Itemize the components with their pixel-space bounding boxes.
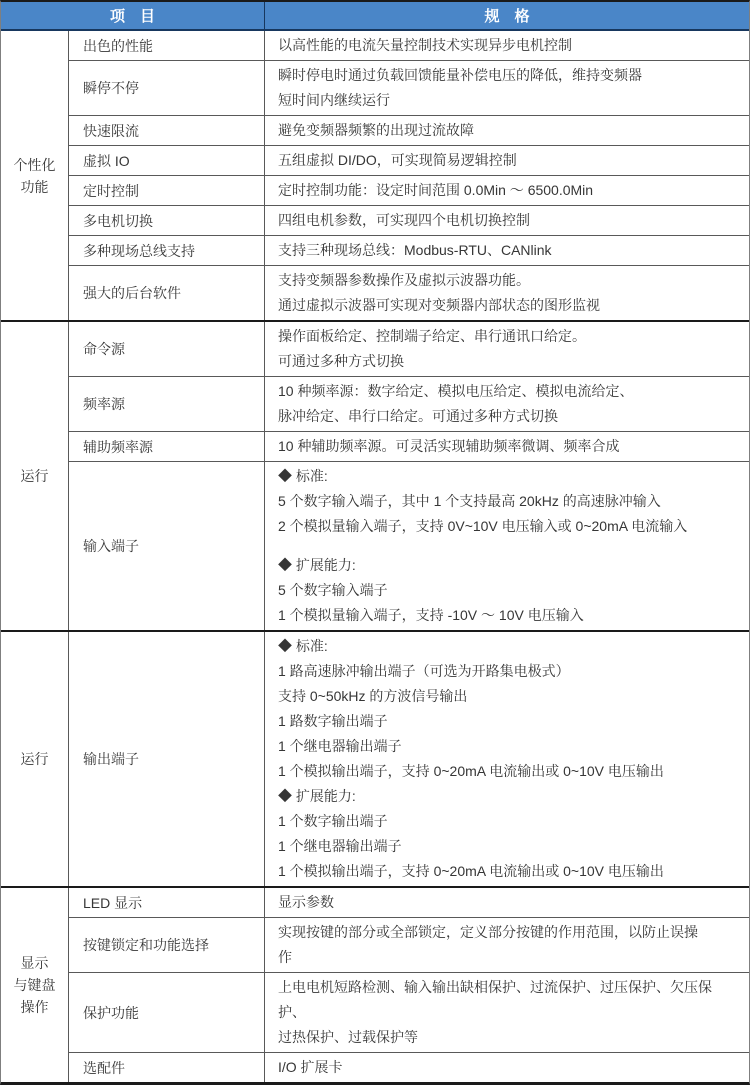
item-cell: 保护功能 xyxy=(69,973,265,1052)
spec-line: 通过虚拟示波器可实现对变频器内部状态的图形监视 xyxy=(278,297,600,313)
spec-line: 1 个模拟量输入端子，支持 -10V ～ 10V 电压输入 xyxy=(278,607,584,623)
spec-line: 5 个数字输入端子 xyxy=(278,582,388,598)
spec-cell xyxy=(265,236,749,265)
table-header-row xyxy=(1,2,749,31)
item-cell: 虚拟 IO xyxy=(69,146,265,175)
spec-cell xyxy=(265,266,749,320)
table-row xyxy=(69,322,749,376)
group-rows xyxy=(69,632,749,886)
spec-line: 五组虚拟 DI/DO，可实现简易逻辑控制 xyxy=(278,152,517,168)
table-row xyxy=(69,115,749,145)
spec-line: 过热保护、过载保护等 xyxy=(278,1029,418,1045)
spec-line: 实现按键的部分或全部锁定，定义部分按键的作用范围，以防止误操 xyxy=(278,924,698,940)
group-label-line: 个性化 xyxy=(13,156,56,173)
spec-line: 可通过多种方式切换 xyxy=(278,353,404,369)
spec-line: 1 个继电器输出端子 xyxy=(278,838,402,854)
spec-cell xyxy=(265,206,749,235)
spec-line: 10 种频率源：数字给定、模拟电压给定、模拟电流给定、 xyxy=(278,383,634,399)
spec-line: 作 xyxy=(278,949,292,965)
item-cell: 定时控制 xyxy=(69,176,265,205)
group-label-line: 运行 xyxy=(20,751,49,767)
table-row xyxy=(69,145,749,175)
spec-cell xyxy=(265,377,749,431)
header-spec-column: 规 格 xyxy=(484,8,530,25)
item-cell: 瞬停不停 xyxy=(69,61,265,115)
spec-line xyxy=(278,539,739,553)
spec-line: 显示参数 xyxy=(278,894,334,910)
spec-cell xyxy=(265,146,749,175)
table-row xyxy=(69,205,749,235)
spec-line: 2 个模拟量输入端子，支持 0V~10V 电压输入或 0~20mA 电流输入 xyxy=(278,518,688,534)
spec-line: ◆ 扩展能力: xyxy=(278,557,356,573)
spec-line: 1 个模拟输出端子，支持 0~20mA 电流输出或 0~10V 电压输出 xyxy=(278,863,664,879)
spec-line: 短时间内继续运行 xyxy=(278,92,390,108)
group-label xyxy=(1,888,69,1082)
spec-line: 上电电机短路检测、输入输出缺相保护、过流保护、过压保护、欠压保护、 xyxy=(278,979,712,1020)
group-label xyxy=(1,632,69,886)
group-label-line: 运行 xyxy=(20,468,49,484)
group-rows xyxy=(69,31,749,320)
spec-line: 以高性能的电流矢量控制技术实现异步电机控制 xyxy=(278,37,572,53)
spec-line: 10 种辅助频率源。可灵活实现辅助频率微调、频率合成 xyxy=(278,438,620,454)
table-row xyxy=(69,888,749,917)
spec-line: 1 个模拟输出端子，支持 0~20mA 电流输出或 0~10V 电压输出 xyxy=(278,763,664,779)
spec-line: 5 个数字输入端子，其中 1 个支持最高 20kHz 的高速脉冲输入 xyxy=(278,493,661,509)
spec-cell xyxy=(265,973,749,1052)
spec-line: 支持 0~50kHz 的方波信号输出 xyxy=(278,688,468,704)
group-label-line: 与键盘 xyxy=(13,977,56,993)
spec-line: 1 路数字输出端子 xyxy=(278,713,388,729)
group-label-line: 操作 xyxy=(20,999,49,1015)
spec-cell xyxy=(265,61,749,115)
spec-line: ◆ 标准: xyxy=(278,638,328,654)
item-cell: LED 显示 xyxy=(69,888,265,917)
spec-group xyxy=(1,320,749,630)
spec-line: 定时控制功能：设定时间范围 0.0Min ～ 6500.0Min xyxy=(278,182,594,198)
spec-cell xyxy=(265,432,749,461)
spec-cell xyxy=(265,31,749,60)
table-row xyxy=(69,431,749,461)
item-cell: 多电机切换 xyxy=(69,206,265,235)
table-row xyxy=(69,31,749,60)
spec-line: 脉冲给定、串行口给定。可通过多种方式切换 xyxy=(278,408,558,424)
table-row xyxy=(69,972,749,1052)
spec-line: 1 路高速脉冲输出端子（可选为开路集电极式） xyxy=(278,663,570,679)
item-cell: 频率源 xyxy=(69,377,265,431)
table-row xyxy=(69,461,749,630)
table-row xyxy=(69,917,749,972)
group-rows xyxy=(69,888,749,1082)
item-cell: 命令源 xyxy=(69,322,265,376)
table-row xyxy=(69,632,749,886)
item-cell: 输出端子 xyxy=(69,632,265,886)
spec-cell xyxy=(265,176,749,205)
spec-group xyxy=(1,630,749,886)
spec-cell xyxy=(265,918,749,972)
spec-line: 四组电机参数，可实现四个电机切换控制 xyxy=(278,212,530,228)
item-cell: 输入端子 xyxy=(69,462,265,630)
item-cell: 辅助频率源 xyxy=(69,432,265,461)
item-cell: 强大的后台软件 xyxy=(69,266,265,320)
spec-line: ◆ 扩展能力: xyxy=(278,788,356,804)
table-body xyxy=(1,31,749,1082)
spec-line: 支持变频器参数操作及虚拟示波器功能。 xyxy=(278,272,530,288)
spec-group xyxy=(1,31,749,320)
header-item-column: 项 目 xyxy=(1,2,265,29)
table-row xyxy=(69,265,749,320)
group-label-line: 功能 xyxy=(20,178,49,195)
item-cell: 按键锁定和功能选择 xyxy=(69,918,265,972)
spec-cell xyxy=(265,322,749,376)
item-cell: 出色的性能 xyxy=(69,31,265,60)
spec-line: 瞬时停电时通过负载回馈能量补偿电压的降低，维持变频器 xyxy=(278,67,642,83)
table-row xyxy=(69,1052,749,1082)
group-label-line: 显示 xyxy=(20,955,49,971)
spec-line: 1 个数字输出端子 xyxy=(278,813,388,829)
spec-line: 支持三种现场总线：Modbus-RTU、CANlink xyxy=(278,242,552,258)
spec-cell xyxy=(265,1053,749,1082)
spec-line: 避免变频器频繁的出现过流故障 xyxy=(278,122,474,138)
item-cell: 多种现场总线支持 xyxy=(69,236,265,265)
spec-cell xyxy=(265,632,749,886)
item-cell: 选配件 xyxy=(69,1053,265,1082)
group-label xyxy=(1,322,69,630)
table-row xyxy=(69,376,749,431)
spec-cell xyxy=(265,116,749,145)
item-cell: 快速限流 xyxy=(69,116,265,145)
spec-line: 操作面板给定、控制端子给定、串行通讯口给定。 xyxy=(278,328,586,344)
spec-cell xyxy=(265,888,749,917)
table-row xyxy=(69,60,749,115)
spec-line: I/O 扩展卡 xyxy=(278,1059,343,1075)
group-rows xyxy=(69,322,749,630)
group-label xyxy=(1,31,69,320)
table-row xyxy=(69,175,749,205)
spec-cell xyxy=(265,462,749,630)
table-row xyxy=(69,235,749,265)
spec-line: ◆ 标准: xyxy=(278,468,328,484)
spec-group xyxy=(1,886,749,1082)
spec-line: 1 个继电器输出端子 xyxy=(278,738,402,754)
